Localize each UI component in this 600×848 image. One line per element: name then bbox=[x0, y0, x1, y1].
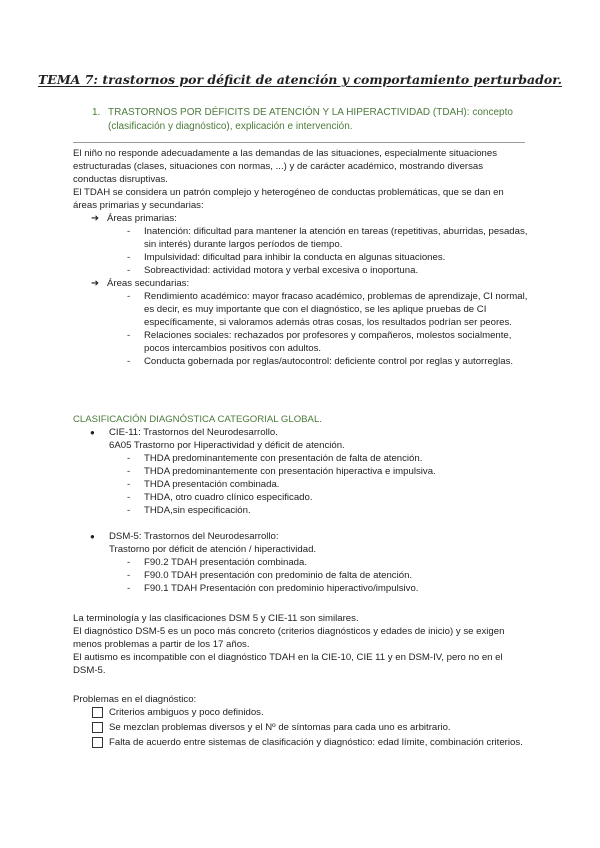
list-item bbox=[73, 491, 528, 504]
checkbox[interactable] bbox=[92, 737, 103, 748]
areas-secondary-label: Áreas secundarias: bbox=[107, 278, 190, 289]
intro-block bbox=[73, 147, 528, 368]
dash-bullet-icon: - bbox=[127, 453, 131, 464]
list-item-text: Impulsividad: dificultad para inhibir la conducta en algunas situaciones. bbox=[144, 252, 446, 263]
dsm-list bbox=[73, 556, 528, 595]
notes-block bbox=[73, 612, 528, 677]
dash-bullet-icon: - bbox=[127, 505, 131, 516]
list-item bbox=[73, 582, 528, 595]
checklist-item-text: Se mezclan problemas diversos y el Nº de síntomas para cada uno es arbitrario. bbox=[109, 722, 451, 733]
dash-bullet-icon: - bbox=[127, 557, 131, 568]
dash-bullet-icon: - bbox=[127, 265, 131, 276]
list-item bbox=[73, 225, 528, 251]
list-item-text: Conducta gobernada por reglas/autocontrol: deficiente control por reglas y autorreglas. bbox=[144, 356, 514, 367]
page-title-text: TEMA 7: trastornos por déficit de atención y comportamiento perturbador. bbox=[37, 72, 562, 87]
dash-bullet-icon: - bbox=[127, 479, 131, 490]
list-item bbox=[73, 355, 528, 368]
list-item-text: Relaciones sociales: rechazados por profesores y compañeros, molestos socialmente, pocos intercambios positivos con adultos. bbox=[144, 330, 512, 354]
cie-list bbox=[73, 452, 528, 517]
cie-label: CIE-11: Trastornos del Neurodesarrollo. bbox=[109, 427, 278, 438]
list-item-text: F90.0 TDAH presentación con predominio de falta de atención. bbox=[144, 570, 413, 581]
list-item bbox=[73, 329, 528, 355]
checklist-item bbox=[73, 706, 528, 719]
list-item-text: THDA presentación combinada. bbox=[144, 479, 280, 490]
list-item-text: F90.2 TDAH presentación combinada. bbox=[144, 557, 308, 568]
dsm-subtitle: Trastorno por déficit de atención / hiperactividad. bbox=[109, 544, 317, 555]
dash-bullet-icon: - bbox=[127, 492, 131, 503]
list-item bbox=[73, 569, 528, 582]
checklist-item bbox=[73, 736, 528, 749]
classification-heading: CLASIFICACIÓN DIAGNÓSTICA CATEGORIAL GLOBAL. bbox=[73, 414, 322, 425]
checkbox[interactable] bbox=[92, 707, 103, 718]
dsm-entry bbox=[73, 530, 528, 543]
arrow-icon: ➔ bbox=[91, 213, 100, 224]
dash-bullet-icon: - bbox=[127, 252, 131, 263]
list-item bbox=[73, 504, 528, 517]
checklist-item-text: Criterios ambiguos y poco definidos. bbox=[109, 707, 264, 718]
note-paragraph: El autismo es incompatible con el diagnóstico TDAH en la CIE-10, CIE 11 y en DSM-IV, pero no en el DSM-5. bbox=[73, 652, 503, 676]
list-item bbox=[73, 264, 528, 277]
section-heading-text: TRASTORNOS POR DÉFICITS DE ATENCIÓN Y LA HIPERACTIVIDAD (TDAH): concepto (clasificación y diagnóstico), explicación e intervención. bbox=[108, 107, 513, 132]
section-number: 1. bbox=[92, 107, 101, 118]
list-item-text: THDA predominantemente con presentación de falta de atención. bbox=[144, 453, 423, 464]
list-item-text: Inatención: dificultad para mantener la atención en tareas (repetitivas, aburridas, pesadas, sin interés) durante largos períodos de tiempo. bbox=[144, 226, 528, 250]
note-paragraph: El diagnóstico DSM-5 es un poco más concreto (criterios diagnósticos y edades de inicio) y se exigen menos problemas a partir de los 17 años. bbox=[73, 626, 505, 650]
checklist-item-text: Falta de acuerdo entre sistemas de clasificación y diagnóstico: edad límite, combinación criterios. bbox=[109, 737, 523, 748]
dash-bullet-icon: - bbox=[127, 330, 131, 341]
list-item bbox=[73, 556, 528, 569]
areas-primary-list bbox=[73, 225, 528, 277]
list-item bbox=[73, 251, 528, 264]
arrow-icon: ➔ bbox=[91, 278, 100, 289]
dash-bullet-icon: - bbox=[127, 356, 131, 367]
areas-secondary-list bbox=[73, 290, 528, 368]
problems-heading: Problemas en el diagnóstico: bbox=[73, 694, 197, 705]
list-item-text: THDA,sin especificación. bbox=[144, 505, 251, 516]
dash-bullet-icon: - bbox=[127, 583, 131, 594]
list-item bbox=[73, 290, 528, 329]
checkbox[interactable] bbox=[92, 722, 103, 733]
checklist-item bbox=[73, 721, 528, 734]
intro-paragraph-2: El TDAH se considera un patrón complejo y heterogéneo de conductas problemáticas, que se dan en áreas primarias y secundarias: bbox=[73, 187, 504, 211]
areas-primary bbox=[73, 212, 528, 225]
list-item bbox=[73, 465, 528, 478]
cie-entry bbox=[73, 426, 528, 439]
dash-bullet-icon: - bbox=[127, 570, 131, 581]
dash-bullet-icon: - bbox=[127, 226, 131, 237]
list-item bbox=[73, 478, 528, 491]
list-item-text: THDA predominantemente con presentación hiperactiva e impulsiva. bbox=[144, 466, 436, 477]
dash-bullet-icon: - bbox=[127, 466, 131, 477]
list-item-text: Sobreactividad: actividad motora y verbal excesiva o inoportuna. bbox=[144, 265, 419, 276]
list-item bbox=[73, 452, 528, 465]
bullet-dot-icon: ● bbox=[90, 532, 95, 541]
areas-primary-label: Áreas primarias: bbox=[107, 213, 177, 224]
list-item-text: Rendimiento académico: mayor fracaso académico, problemas de aprendizaje, CI normal, es decir, es muy importante que con el diagnóstico, se les aplique pruebas de CI específicamente, si valoramos además otras cosas, los resultados podrían ser peores. bbox=[144, 291, 528, 328]
section-heading bbox=[92, 106, 542, 134]
list-item-text: F90.1 TDAH Presentación con predominio hiperactivo/impulsivo. bbox=[144, 583, 419, 594]
classification-block bbox=[73, 413, 528, 595]
areas-secondary bbox=[73, 277, 528, 290]
intro-paragraph-1: El niño no responde adecuadamente a las demandas de las situaciones, especialmente situaciones estructuradas (clases, situaciones con normas, ...) y de carácter académico, mostrando diversas conductas disruptivas. bbox=[73, 148, 497, 185]
horizontal-divider bbox=[73, 142, 525, 143]
page-title bbox=[0, 73, 600, 86]
note-paragraph: La terminología y las clasificaciones DSM 5 y CIE-11 son similares. bbox=[73, 613, 359, 624]
dash-bullet-icon: - bbox=[127, 291, 131, 302]
bullet-dot-icon: ● bbox=[90, 428, 95, 437]
cie-subtitle: 6A05 Trastorno por Hiperactividad y déficit de atención. bbox=[109, 440, 345, 451]
dsm-label: DSM-5: Trastornos del Neurodesarrollo: bbox=[109, 531, 279, 542]
list-item-text: THDA, otro cuadro clínico especificado. bbox=[144, 492, 313, 503]
problems-block bbox=[73, 693, 528, 751]
